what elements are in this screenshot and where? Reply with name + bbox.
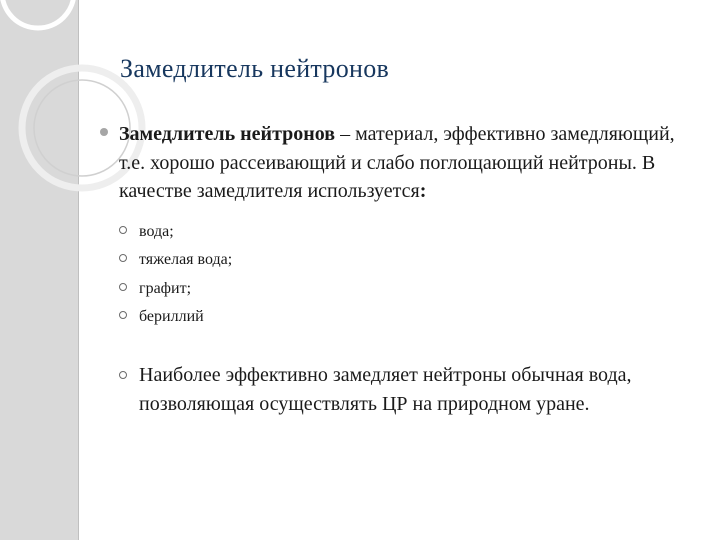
note-text: Наиболее эффективно замедляет нейтроны обычная вода, позволяющая осуществлять ЦР на природном уране. xyxy=(139,363,632,415)
deco-circle-top xyxy=(2,0,74,28)
moderator-list xyxy=(100,218,690,332)
list-item xyxy=(119,218,690,247)
definition-term: Замедлитель нейтронов xyxy=(119,123,336,145)
moderator-graphite: графит; xyxy=(139,279,192,297)
note-item xyxy=(100,361,690,420)
definition-body: – материал, эффективно замедляющий, т.е. хорошо рассеивающий и слабо поглощающий нейтроны. В качестве замедлителя используется xyxy=(119,123,675,202)
ring-bullet xyxy=(119,226,127,234)
list-item xyxy=(119,303,690,332)
moderator-water: вода; xyxy=(139,222,174,240)
slide-content xyxy=(100,120,690,420)
moderator-heavy-water: тяжелая вода; xyxy=(139,251,233,268)
moderator-beryllium: бериллий xyxy=(139,308,204,325)
list-item xyxy=(119,246,690,275)
ring-bullet xyxy=(119,283,127,291)
definition-colon: : xyxy=(419,180,427,202)
definition-item xyxy=(100,120,690,206)
ring-bullet xyxy=(119,254,127,262)
ring-bullet xyxy=(119,371,127,379)
list-item xyxy=(119,275,690,304)
ring-bullet xyxy=(119,311,127,319)
definition-text xyxy=(119,120,690,206)
slide-title: Замедлитель нейтронов xyxy=(120,54,390,83)
bullet-dot xyxy=(100,128,108,136)
